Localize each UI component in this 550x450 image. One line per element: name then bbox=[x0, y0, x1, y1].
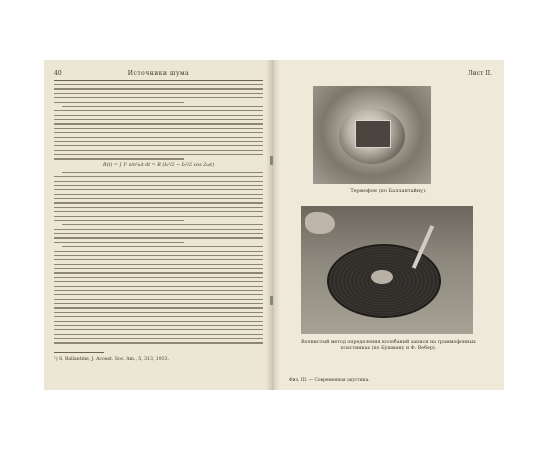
footnote-rule bbox=[54, 352, 104, 353]
right-page bbox=[273, 60, 504, 390]
running-head: Источники шума bbox=[127, 70, 190, 77]
thermophone-photo bbox=[313, 86, 431, 184]
staple-top bbox=[270, 156, 273, 165]
page-number: 40 bbox=[54, 70, 62, 77]
thermophone-cap bbox=[355, 120, 391, 148]
book-gutter bbox=[266, 60, 280, 390]
caption-gramophone: Волнистый метод определения колебаний записи на граммофонных пластинках (по Бушману и Ф. Вебер). bbox=[301, 340, 476, 351]
left-page-header bbox=[54, 70, 263, 81]
thermophone-formula: R(t) = ∫ I² sin²ωt dt = R (I₀²/2 − I₀²/2 cos 2ωt) bbox=[103, 162, 214, 168]
staple-bottom bbox=[270, 296, 273, 305]
plate-note: Физ. III. — Современная акустика. bbox=[289, 378, 370, 383]
hand-shape bbox=[305, 212, 335, 234]
book-spread bbox=[44, 60, 504, 390]
left-page-body-text bbox=[54, 84, 263, 346]
gramophone-photo bbox=[301, 206, 473, 334]
caption-thermophone: Термофон (по Баллантайну). bbox=[350, 188, 427, 194]
left-page bbox=[44, 60, 274, 390]
footnote: ¹) S. Ballantine, J. Acoust. Soc. Am., 5, 313, 1933. bbox=[54, 357, 169, 362]
record-label bbox=[371, 270, 393, 284]
sheet-label: Лист II. bbox=[467, 70, 492, 77]
